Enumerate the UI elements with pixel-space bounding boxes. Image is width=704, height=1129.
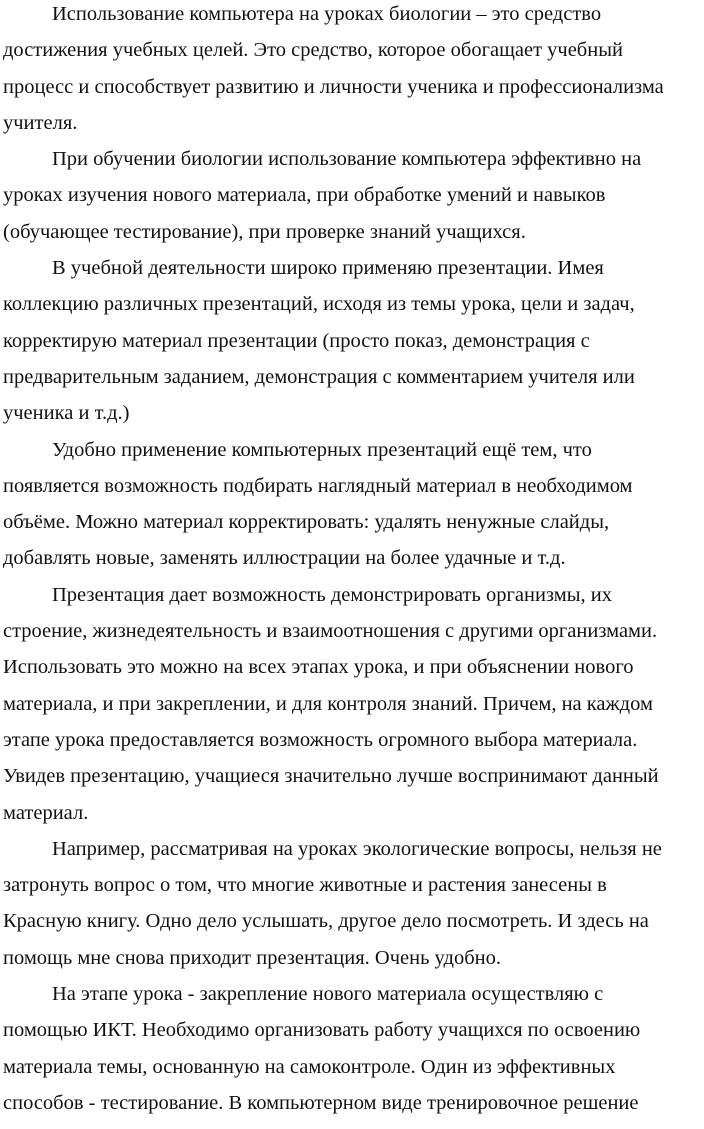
paragraph-3 [0,250,704,431]
paragraph-2 [0,141,704,250]
text-line: Использовать это можно на всех этапах урока, и при объяснении нового [3,656,634,679]
paragraph-7 [0,976,704,1121]
text-line: ученика и т.д.) [3,402,130,425]
text-line: способов - тестирование. В компьютерном виде тренировочное решение [3,1091,639,1114]
text-line: Красную книгу. Одно дело услышать, другое дело посмотреть. И здесь на [3,910,649,933]
text-line: Увидев презентацию, учащиеся значительно лучше воспринимают данный [3,765,659,788]
text-line: появляется возможность подбирать наглядный материал в необходимом [3,474,633,497]
text-line: помощь мне снова приходит презентация. Очень удобно. [3,946,501,969]
text-line: (обучающее тестирование), при проверке знаний учащихся. [3,220,526,243]
text-line: При обучении биологии использование компьютера эффективно на [52,148,642,171]
text-line: этапе урока предоставляется возможность огромного выбора материала. [3,728,638,751]
text-line: Использование компьютера на уроках биологии – это средство [52,3,602,25]
text-line: помощью ИКТ. Необходимо организовать работу учащихся по освоению [3,1019,641,1042]
text-line: На этапе урока - закрепление нового материала осуществляю с [52,983,604,1006]
text-line: затронуть вопрос о том, что многие животные и растения занесены в [3,874,607,897]
text-line: В учебной деятельности широко применяю презентации. Имея [52,257,604,280]
text-line: коллекцию различных презентаций, исходя из темы урока, цели и задач, [3,293,635,316]
paragraph-4 [0,432,704,577]
text-line: Презентация дает возможность демонстрировать организмы, их [52,583,612,606]
text-line: Удобно применение компьютерных презентаций ещё тем, что [52,438,592,461]
text-line: Например, рассматривая на уроках экологические вопросы, нельзя не [52,837,662,860]
text-line: достижения учебных целей. Это средство, которое обогащает учебный [3,39,623,62]
text-line: уроках изучения нового материала, при обработке умений и навыков [3,184,606,207]
text-line: строение, жизнедеятельность и взаимоотношения с другими организмами. [3,620,658,643]
paragraph-1 [0,0,704,141]
text-line: материала, и при закреплении, и для контроля знаний. Причем, на каждом [3,692,653,715]
paragraph-6 [0,831,704,976]
text-line: объёме. Можно материал корректировать: удалять ненужные слайды, [3,511,610,534]
text-line: добавлять новые, заменять иллюстрации на более удачные и т.д. [3,547,566,570]
paragraph-5 [0,577,704,831]
text-line: материал. [3,801,89,824]
text-line: материала темы, основанную на самоконтроле. Один из эффективных [3,1055,616,1078]
text-line: предварительным заданием, демонстрация с комментарием учителя или [3,365,635,388]
text-line: процесс и способствует развитию и личности ученика и профессионализма [3,75,664,98]
text-line: учителя. [3,111,78,134]
text-line: корректирую материал презентации (просто показ, демонстрация с [3,329,590,352]
